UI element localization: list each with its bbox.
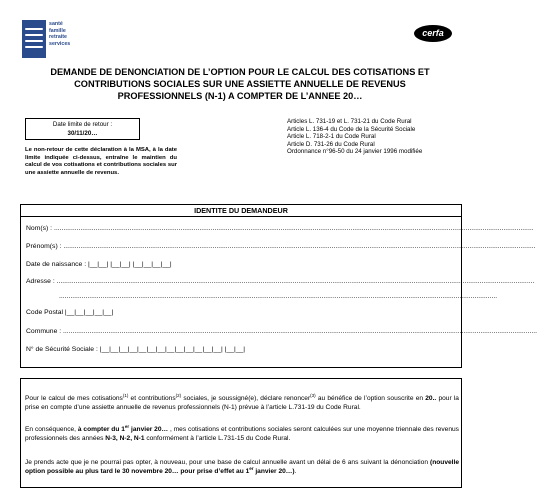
commune-label: Commune : [26,328,62,335]
secu-label: N° de Sécurité Sociale : [26,346,98,353]
identity-heading: IDENTITE DU DEMANDEUR [21,205,461,217]
msa-logo-mark [22,20,46,58]
code-postal-boxes: |__|__|__|__|__| [64,309,114,316]
code-postal-label: Code Postal [26,309,64,316]
prenom-label: Prénom(s) : [26,243,62,250]
declaration-paragraph-1: Pour le calcul de mes cotisations$^{(1)}$ et contributions$^{(2)}$ sociales, je soussigné(e), déclare renoncer$^{(3)}$ au bénéfice de l’option souscrite en 20.. pour la prise en compte d’une assiette annuelle de revenus professionnels (N-1) prévue à l’article L.731-19 du Code Rural. [25,392,459,411]
nom-dotted-line: .............................................................................................................................................................................................................................................................. [53,225,534,232]
legal-references [287,118,422,156]
legal-reference: Article D. 731-26 du Code Rural [287,140,375,148]
form-title: DEMANDE DE DENONCIATION DE L’OPTION POUR LE CALCUL DES COTISATIONS ET CONTRIBUTIONS SOCIALES SUR UNE ASSIETTE ANNUELLE DE REVENUS PROFESSIONNELS (N-1) A COMPTER DE L’ANNEE 20… [50,67,430,101]
declaration-section [20,378,462,488]
secu-field[interactable] [26,346,245,353]
cerfa-logo: cerfa [414,25,452,42]
declaration-paragraph-2: En conséquence, à compter du 1er janvier 20… , mes cotisations et contributions sociales seront calculées sur une moyenne triennale des revenus professionnels des années N-3, N-2, N-1 conformément à l’article L.731-15 du Code Rural. [25,423,459,442]
legal-reference: Articles L. 731-19 et L. 731-21 du Code Rural [287,118,412,125]
secu-boxes: |__|__|__|__|__|__|__|__|__|__|__|__|__| |__|__| [99,346,246,353]
adresse-dotted-line-2: ........................................................................................................................................................................................................................................ [59,293,498,300]
legal-reference: Ordonnance n°96-50 du 24 janvier 1996 modifiée [287,148,423,155]
nom-label: Nom(s) : [26,225,53,232]
adresse-dotted-line: ............................................................................................................................................................................................................................................................. [56,278,535,285]
prenom-dotted-line: .......................................................................................................................................................................................................................................................... [63,243,536,250]
non-return-notice: Le non-retour de cette déclaration à la MSA, à la date limite indiquée ci-dessus, entraîne le maintien du calcul de vos cotisations et contributions sociales sur une assiette annuelle de revenus. [25,147,177,176]
naissance-label: Date de naissance : [26,261,87,268]
nom-field[interactable] [26,225,534,232]
adresse-line2-field[interactable] [59,293,498,300]
code-postal-field[interactable] [26,309,113,316]
naissance-boxes: |__|__| |__|__| |__|__|__|__| [87,261,172,268]
commune-dotted-line: ........................................................................................................................................................................................................................................................... [63,328,537,335]
adresse-field[interactable] [26,278,535,285]
msa-logo-text: santé famille retraite services [49,21,71,48]
commune-field[interactable] [26,328,537,335]
naissance-field[interactable] [26,261,172,268]
prenom-field[interactable] [26,243,536,250]
legal-reference: Article L. 136-4 du Code de la Sécurité Sociale [287,125,416,133]
identity-section [20,204,537,368]
msa-logo [22,20,94,58]
legal-reference: Article L. 718-2-1 du Code Rural [287,133,376,140]
deadline-value: 30/11/20… [67,129,98,137]
declaration-paragraph-3: Je prends acte que je ne pourrai pas opter, à nouveau, pour une base de calcul annuelle avant un délai de 6 ans suivant la dénonciation (nouvelle option possible au plus tard le 30 novembre 20… pour prise d’effet au 1er janvier 20…). [25,459,459,475]
adresse-label: Adresse : [26,278,55,285]
deadline-label: Date limite de retour : [52,121,113,128]
deadline-box [25,118,140,140]
